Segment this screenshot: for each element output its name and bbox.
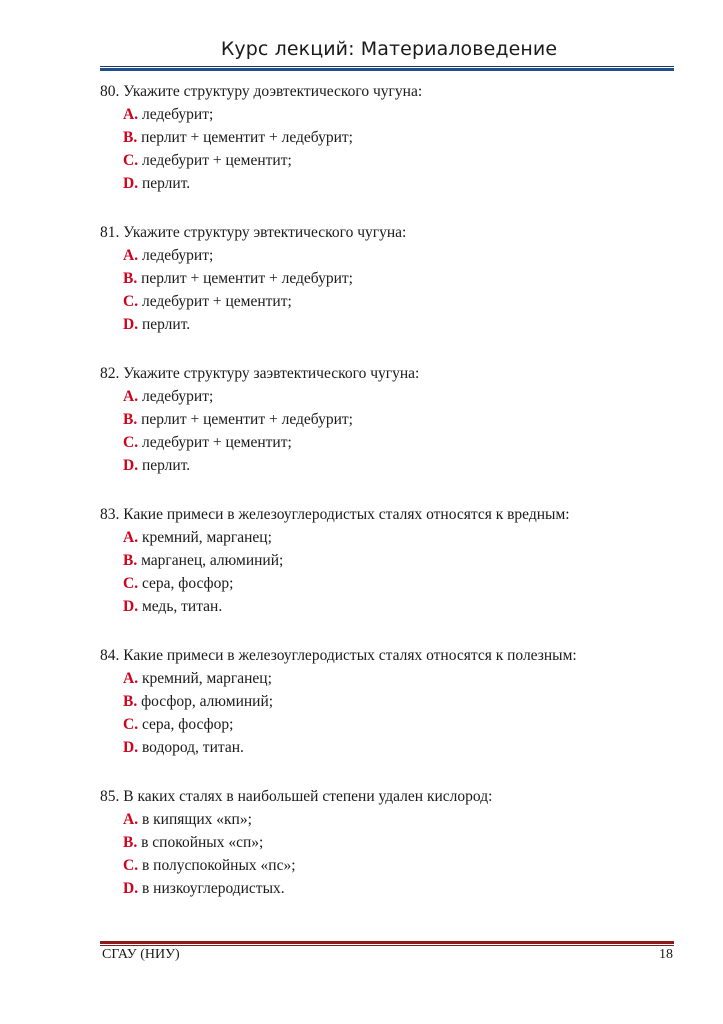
option-letter: B. xyxy=(123,270,138,287)
question-number: 84. xyxy=(100,647,120,664)
option-letter: C. xyxy=(123,575,139,592)
option-text: перлит. xyxy=(141,175,191,192)
option-letter: D. xyxy=(123,598,139,615)
option-letter: D. xyxy=(123,739,139,756)
option-text: марганец, алюминий; xyxy=(141,552,284,569)
answer-option xyxy=(100,290,680,313)
question-block xyxy=(100,503,680,618)
answer-option xyxy=(100,244,680,267)
question-text xyxy=(100,644,680,667)
answer-option xyxy=(100,736,680,759)
option-letter: A. xyxy=(123,811,139,828)
option-text: сера, фосфор; xyxy=(141,575,234,592)
option-text: фосфор, алюминий; xyxy=(141,693,274,710)
option-letter: B. xyxy=(123,552,138,569)
answer-option xyxy=(100,313,680,336)
answer-option xyxy=(100,408,680,431)
question-block xyxy=(100,80,680,195)
question-prompt: В каких сталях в наибольшей степени удален кислород: xyxy=(123,788,493,805)
question-prompt: Какие примеси в железоуглеродистых сталях относятся к полезным: xyxy=(123,647,577,664)
question-text xyxy=(100,221,680,244)
option-text: перлит + цементит + ледебурит; xyxy=(141,411,353,428)
option-letter: D. xyxy=(123,175,139,192)
answer-option xyxy=(100,385,680,408)
option-text: кремний, марганец; xyxy=(141,529,272,546)
answer-option xyxy=(100,126,680,149)
option-letter: D. xyxy=(123,316,139,333)
option-text: ледебурит; xyxy=(141,388,214,405)
option-text: перлит + цементит + ледебурит; xyxy=(141,129,353,146)
footer-divider xyxy=(100,941,674,947)
option-letter: C. xyxy=(123,152,139,169)
page-number: 18 xyxy=(659,947,673,962)
answer-option xyxy=(100,572,680,595)
option-text: ледебурит + цементит; xyxy=(141,434,292,451)
question-prompt: Укажите структуру эвтектического чугуна: xyxy=(123,224,407,241)
option-text: водород, титан. xyxy=(141,739,244,756)
option-letter: C. xyxy=(123,293,139,310)
option-text: в полуспокойных «пс»; xyxy=(141,857,296,874)
header-divider xyxy=(100,66,674,72)
option-text: ледебурит; xyxy=(141,247,214,264)
option-letter: A. xyxy=(123,529,139,546)
answer-option xyxy=(100,526,680,549)
question-list xyxy=(100,80,680,926)
answer-option xyxy=(100,549,680,572)
answer-option xyxy=(100,595,680,618)
option-letter: B. xyxy=(123,129,138,146)
answer-option xyxy=(100,877,680,900)
option-letter: A. xyxy=(123,247,139,264)
answer-option xyxy=(100,172,680,195)
option-text: медь, титан. xyxy=(141,598,223,615)
option-letter: C. xyxy=(123,716,139,733)
option-text: в низкоуглеродистых. xyxy=(141,880,285,897)
question-number: 83. xyxy=(100,506,120,523)
question-block xyxy=(100,644,680,759)
answer-option xyxy=(100,149,680,172)
option-text: в кипящих «кп»; xyxy=(141,811,252,828)
option-letter: D. xyxy=(123,457,139,474)
option-text: перлит + цементит + ледебурит; xyxy=(141,270,353,287)
option-text: ледебурит; xyxy=(141,106,214,123)
question-block xyxy=(100,362,680,477)
question-prompt: Какие примеси в железоуглеродистых сталях относятся к вредным: xyxy=(123,506,570,523)
option-text: ледебурит + цементит; xyxy=(141,152,292,169)
page-header-title: Курс лекций: Материаловедение xyxy=(220,38,558,60)
answer-option xyxy=(100,831,680,854)
answer-option xyxy=(100,690,680,713)
option-text: кремний, марганец; xyxy=(141,670,272,687)
answer-option xyxy=(100,713,680,736)
option-letter: A. xyxy=(123,388,139,405)
answer-option xyxy=(100,454,680,477)
option-letter: C. xyxy=(123,434,139,451)
answer-option xyxy=(100,267,680,290)
option-text: перлит. xyxy=(141,457,191,474)
footer-institution: СГАУ (НИУ) xyxy=(102,947,180,962)
option-letter: A. xyxy=(123,670,139,687)
option-letter: D. xyxy=(123,880,139,897)
question-text xyxy=(100,785,680,808)
question-text xyxy=(100,362,680,385)
option-letter: C. xyxy=(123,857,139,874)
question-block xyxy=(100,221,680,336)
question-number: 85. xyxy=(100,788,120,805)
question-block xyxy=(100,785,680,900)
question-number: 81. xyxy=(100,224,120,241)
question-text xyxy=(100,503,680,526)
option-letter: B. xyxy=(123,834,138,851)
question-text xyxy=(100,80,680,103)
question-prompt: Укажите структуру доэвтектического чугуна: xyxy=(123,83,423,100)
option-text: перлит. xyxy=(141,316,191,333)
answer-option xyxy=(100,667,680,690)
answer-option xyxy=(100,854,680,877)
question-prompt: Укажите структуру заэвтектического чугуна: xyxy=(123,365,420,382)
answer-option xyxy=(100,808,680,831)
option-text: ледебурит + цементит; xyxy=(141,293,292,310)
answer-option xyxy=(100,103,680,126)
option-text: в спокойных «сп»; xyxy=(141,834,264,851)
option-letter: B. xyxy=(123,411,138,428)
option-letter: A. xyxy=(123,106,139,123)
question-number: 82. xyxy=(100,365,120,382)
option-text: сера, фосфор; xyxy=(141,716,234,733)
answer-option xyxy=(100,431,680,454)
option-letter: B. xyxy=(123,693,138,710)
question-number: 80. xyxy=(100,83,120,100)
